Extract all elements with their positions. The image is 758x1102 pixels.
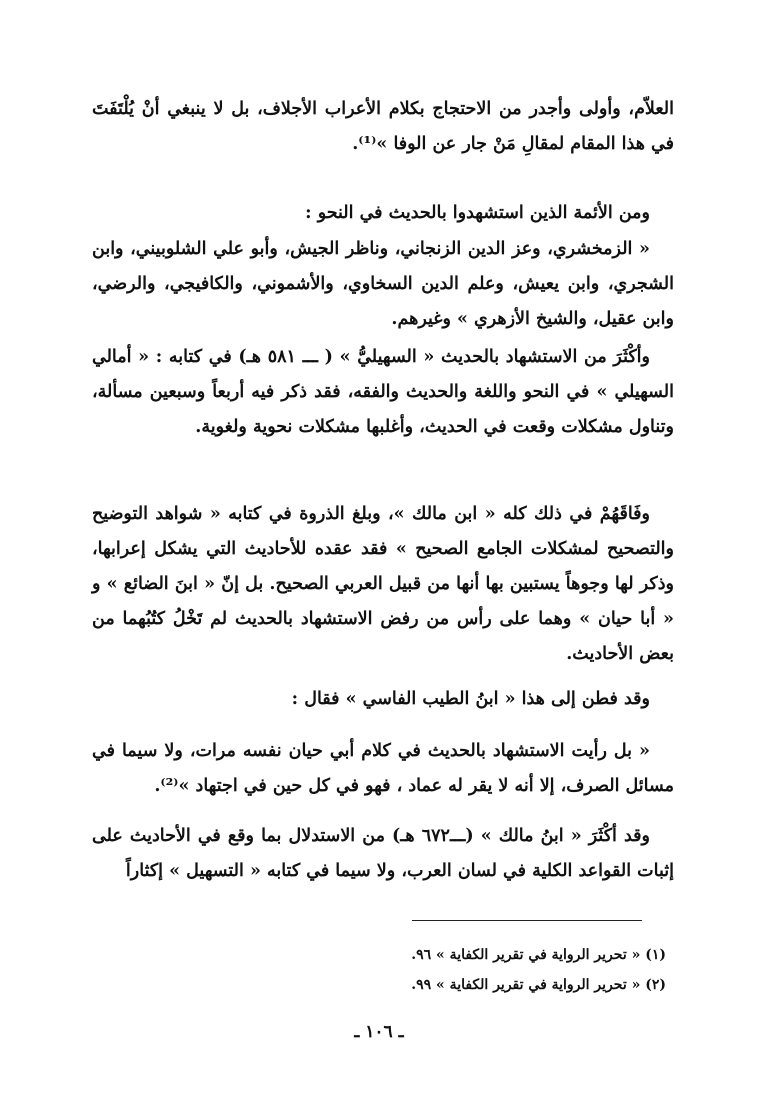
footnote-2: (٢) « تحرير الرواية في تقرير الكفاية » ٩٩.	[411, 977, 666, 993]
paragraph-7: « بل رأيت الاستشهاد بالحديث في كلام أبي حيان نفسه مرات، ولا سيما في مسائل الصرف، إلا أنه لا يقر له عماد ، فهو في كل حين في اجتهاد »⁽²⁾.	[92, 741, 674, 796]
footnotes	[166, 940, 666, 1000]
paragraph-5: وفَاقَهُمْ في ذلك كله « ابن مالك »، وبلغ الذروة في كتابه « شواهد التوضيح والتصحيح لمشكلات الجامع الصحيح » فقد عقده للأحاديث التي يشكل إعرابها، وذكر لها وجوهاً يستبين بها أنها من قبيل العربي الصحيح. بل إنّ « ابنَ الضائع » و « أبا حيان » وهما على رأس من رفض الاستشهاد بالحديث لم تَخْلُ كتُبُهما من بعض الأحاديث.	[92, 504, 674, 664]
page-number: ـ ١٠٦ ـ	[354, 1022, 404, 1042]
paragraph-2: ومن الأئمة الذين استشهدوا بالحديث في النحو :	[305, 203, 650, 223]
paragraph-6: وقد فطن إلى هذا « ابنُ الطيب الفاسي » فقال :	[291, 689, 650, 709]
page-body	[92, 92, 674, 1052]
paragraph-3: « الزمخشري، وعز الدين الزنجاني، وناظر الجيش، وأبو علي الشلوبيني، وابن الشجري، وابن يعيش، وعلم الدين السخاوي، والأشموني، والكافيجي، والرضي، وابن عقيل، والشيخ الأزهري » وغيرهم.	[92, 239, 674, 329]
paragraph-1: العلاّم، وأولى وأجدر من الاحتجاج بكلام الأعراب الأجلاف، بل لا ينبغي أنْ يُلْتَفَتَ في هذا المقام لمقالِ مَنْ جار عن الوفا »⁽¹⁾.	[92, 99, 674, 154]
footnote-1: (١) « تحرير الرواية في تقرير الكفاية » ٩٦.	[411, 947, 666, 963]
paragraph-8: وقد أكْثَرَ « ابنُ مالك » (ـــ٦٧٢ هـ) من الاستدلال بما وقع في الأحاديث على إثبات القواعد الكلية في لسان العرب، ولا سيما في كتابه « التسهيل » إكثاراً	[92, 826, 674, 881]
footnote-divider	[412, 920, 642, 921]
paragraph-4: وأكْثَرَ من الاستشهاد بالحديث « السهيليُّ » ( ـــ ٥٨١ هـ) في كتابه : « أمالي السهيلي » في النحو واللغة والحديث والفقه، فقد ذكر فيه أربعاً وسبعين مسألة، وتناول مشكلات وقعت في الحديث، وأغلبها مشكلات نحوية ولغوية.	[92, 347, 674, 437]
